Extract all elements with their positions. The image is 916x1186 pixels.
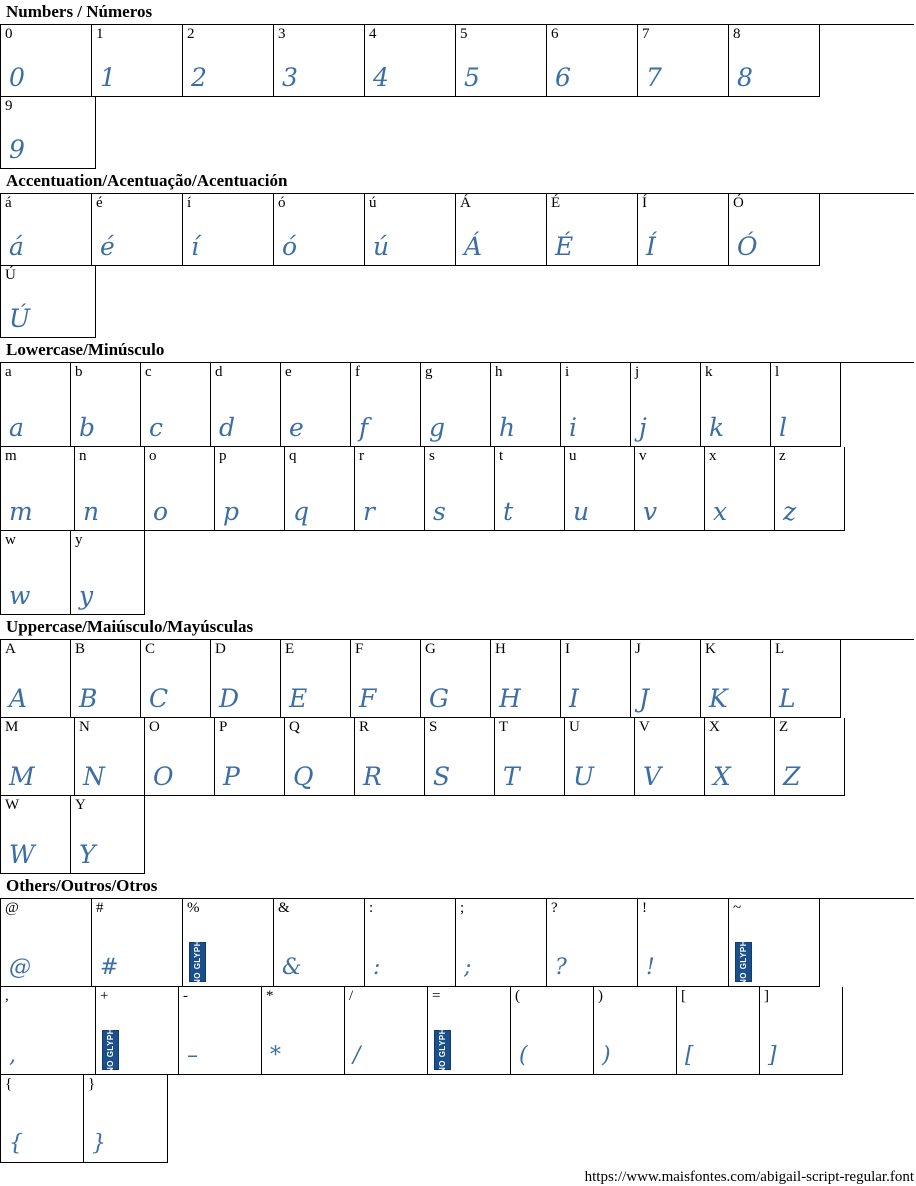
glyph-preview: T (503, 762, 520, 791)
glyph-cell (262, 987, 345, 1075)
glyph-label: * (266, 988, 274, 1004)
glyph-label: r (359, 448, 364, 464)
glyph-preview: 1 (100, 63, 116, 92)
glyph-preview: S (433, 762, 451, 791)
glyph-label: l (775, 364, 780, 380)
glyph-cell (1, 25, 92, 97)
glyph-preview: J (639, 684, 650, 713)
glyph-preview: D (219, 684, 240, 713)
glyph-cell (547, 25, 638, 97)
glyph-preview: 4 (373, 63, 389, 92)
glyph-label: 2 (187, 26, 195, 42)
glyph-cell (635, 447, 705, 531)
glyph-cell (547, 194, 638, 266)
glyph-label: 7 (642, 26, 650, 42)
glyph-label: 5 (460, 26, 468, 42)
glyph-cell (425, 718, 495, 796)
glyph-preview: d (219, 413, 236, 442)
glyph-label: B (75, 641, 86, 657)
glyph-label: Z (779, 719, 789, 735)
glyph-label: D (215, 641, 226, 657)
glyph-label: o (149, 448, 157, 464)
no-glyph-badge (189, 939, 206, 985)
glyph-preview: i (569, 413, 577, 442)
glyph-cell (677, 987, 760, 1075)
glyph-label: c (145, 364, 152, 380)
glyph-label: 4 (369, 26, 377, 42)
glyph-preview: Y (79, 840, 96, 869)
glyph-label: F (355, 641, 364, 657)
glyph-label: 1 (96, 26, 104, 42)
glyph-label: O (149, 719, 160, 735)
glyph-preview: W (9, 840, 35, 869)
glyph-preview: w (9, 581, 31, 610)
glyph-cell (638, 194, 729, 266)
glyph-preview: í (191, 232, 199, 261)
glyph-preview: ) (602, 1043, 611, 1068)
glyph-cell (1, 97, 96, 169)
glyph-label: 3 (278, 26, 286, 42)
glyph-label: A (5, 641, 16, 657)
glyph-cell (1, 1075, 84, 1163)
glyph-cell (491, 640, 561, 718)
glyph-preview: k (709, 413, 725, 442)
glyph-grid-uppercase (0, 639, 914, 874)
glyph-label: ú (369, 195, 377, 211)
glyph-preview: Ó (737, 232, 758, 261)
glyph-cell (729, 899, 820, 987)
glyph-preview: 3 (282, 63, 298, 92)
glyph-cell (274, 899, 365, 987)
glyph-preview: L (779, 684, 796, 713)
glyph-cell (274, 194, 365, 266)
glyph-label: m (5, 448, 17, 464)
source-url[interactable]: https://www.maisfontes.com/abigail-script-regular.font (584, 1169, 914, 1185)
glyph-label: L (775, 641, 785, 657)
glyph-cell (701, 363, 771, 447)
glyph-label: h (495, 364, 503, 380)
glyph-cell (729, 194, 820, 266)
glyph-preview: ? (555, 955, 567, 980)
glyph-cell (635, 718, 705, 796)
glyph-label: 9 (5, 98, 13, 114)
glyph-cell (1, 194, 92, 266)
glyph-label: f (355, 364, 360, 380)
glyph-label: y (75, 532, 83, 548)
glyph-cell (141, 640, 211, 718)
glyph-preview: : (373, 955, 381, 980)
glyph-label: Ó (733, 195, 744, 211)
glyph-cell (281, 363, 351, 447)
glyph-cell (561, 363, 631, 447)
no-glyph-text: NO GLYPH (438, 1027, 448, 1073)
glyph-label: ( (515, 988, 520, 1004)
glyph-label: É (551, 195, 561, 211)
glyph-label: ? (551, 900, 558, 916)
glyph-cell (1, 796, 71, 874)
glyph-label: K (705, 641, 716, 657)
glyph-preview: o (153, 497, 169, 526)
no-glyph-text: NO GLYPH (739, 939, 749, 985)
glyph-label: j (635, 364, 640, 380)
glyph-preview: A (9, 684, 28, 713)
glyph-label: 6 (551, 26, 559, 42)
glyph-preview: R (363, 762, 382, 791)
glyph-label: n (79, 448, 87, 464)
glyph-preview: s (433, 497, 446, 526)
glyph-label: ) (598, 988, 603, 1004)
glyph-cell (425, 447, 495, 531)
glyph-preview: B (79, 684, 98, 713)
glyph-preview: Z (783, 762, 801, 791)
glyph-preview: g (429, 413, 446, 442)
glyph-preview: – (187, 1043, 198, 1068)
glyph-preview: C (149, 684, 169, 713)
glyph-cell (1, 447, 75, 531)
glyph-cell (75, 718, 145, 796)
glyph-cell (179, 987, 262, 1075)
glyph-preview: É (555, 232, 574, 261)
glyph-label: @ (5, 900, 19, 916)
glyph-preview: E (289, 684, 308, 713)
glyph-cell (145, 447, 215, 531)
section-title-accentuation: Accentuation/Acentuação/Acentuación (6, 171, 288, 190)
glyph-cell (183, 899, 274, 987)
glyph-cell (638, 899, 729, 987)
no-glyph-badge (102, 1027, 119, 1073)
glyph-label: - (183, 988, 188, 1004)
glyph-label: S (429, 719, 438, 735)
glyph-label: + (100, 988, 109, 1004)
glyph-label: Á (460, 195, 471, 211)
glyph-preview: 6 (555, 63, 571, 92)
glyph-cell (1, 987, 96, 1075)
glyph-preview: l (779, 413, 787, 442)
glyph-label: I (565, 641, 570, 657)
glyph-label: [ (681, 988, 686, 1004)
glyph-cell (495, 447, 565, 531)
glyph-preview: 8 (737, 63, 753, 92)
glyph-cell (355, 447, 425, 531)
glyph-preview: ( (519, 1043, 528, 1068)
glyph-preview: K (709, 684, 728, 713)
glyph-cell (351, 363, 421, 447)
glyph-cell (1, 531, 71, 615)
glyph-preview: c (149, 413, 164, 442)
glyph-label: 0 (5, 26, 13, 42)
glyph-label: Í (642, 195, 647, 211)
glyph-cell (511, 987, 594, 1075)
glyph-preview: , (9, 1043, 16, 1068)
glyph-preview: [ (685, 1043, 694, 1068)
glyph-label: T (499, 719, 509, 735)
glyph-preview: 0 (9, 63, 25, 92)
glyph-cell (775, 718, 845, 796)
glyph-cell (274, 25, 365, 97)
glyph-preview: ] (768, 1043, 777, 1068)
glyph-cell (729, 25, 820, 97)
glyph-cell (345, 987, 428, 1075)
glyph-cell (215, 447, 285, 531)
glyph-label: W (5, 797, 20, 813)
glyph-cell (183, 25, 274, 97)
glyph-preview: P (223, 762, 240, 791)
glyph-preview: / (353, 1043, 361, 1068)
glyph-preview: t (503, 497, 514, 526)
glyph-label: = (432, 988, 441, 1004)
glyph-preview: * (270, 1043, 281, 1068)
glyph-cell (565, 447, 635, 531)
glyph-label: } (88, 1076, 96, 1092)
glyph-label: ; (460, 900, 465, 916)
glyph-preview: V (643, 762, 662, 791)
glyph-cell (1, 640, 71, 718)
no-glyph-badge (434, 1027, 451, 1073)
glyph-cell (421, 640, 491, 718)
glyph-cell (456, 194, 547, 266)
glyph-label: & (278, 900, 290, 916)
glyph-label: { (5, 1076, 13, 1092)
glyph-cell (351, 640, 421, 718)
glyph-preview: p (223, 497, 240, 526)
glyph-label: x (709, 448, 717, 464)
glyph-cell (96, 987, 179, 1075)
glyph-preview: @ (9, 955, 31, 980)
glyph-cell (281, 640, 351, 718)
glyph-preview: 2 (191, 63, 207, 92)
glyph-label: e (285, 364, 292, 380)
glyph-label: Q (289, 719, 300, 735)
glyph-preview: 7 (646, 63, 662, 92)
glyph-preview: ; (464, 955, 472, 980)
glyph-label: Ú (5, 267, 16, 283)
glyph-cell (565, 718, 635, 796)
glyph-label: ] (764, 988, 769, 1004)
glyph-label: ~ (733, 900, 742, 916)
glyph-cell (71, 640, 141, 718)
glyph-label: R (359, 719, 370, 735)
glyph-cell (92, 899, 183, 987)
no-glyph-text: NO GLYPH (193, 939, 203, 985)
glyph-cell (365, 194, 456, 266)
section-title-uppercase: Uppercase/Maiúsculo/Mayúsculas (6, 617, 254, 636)
glyph-label: i (565, 364, 570, 380)
glyph-label: w (5, 532, 16, 548)
glyph-cell (705, 718, 775, 796)
glyph-label: G (425, 641, 436, 657)
glyph-preview: y (79, 581, 94, 610)
glyph-grid-numbers (0, 24, 914, 169)
glyph-grid-accentuation (0, 193, 914, 338)
glyph-label: z (779, 448, 786, 464)
no-glyph-badge (735, 939, 752, 985)
glyph-cell (456, 25, 547, 97)
glyph-label: N (79, 719, 90, 735)
glyph-cell (760, 987, 843, 1075)
glyph-cell (211, 363, 281, 447)
glyph-label: Y (75, 797, 86, 813)
glyph-cell (285, 718, 355, 796)
glyph-preview: q (293, 497, 310, 526)
glyph-label: p (219, 448, 227, 464)
glyph-cell (355, 718, 425, 796)
glyph-label: ó (278, 195, 286, 211)
glyph-label: v (639, 448, 647, 464)
glyph-preview: Í (646, 232, 656, 261)
glyph-preview: Ú (9, 304, 31, 333)
glyph-cell (145, 718, 215, 796)
glyph-preview: 9 (9, 135, 25, 164)
glyph-label: k (705, 364, 713, 380)
glyph-label: J (635, 641, 641, 657)
glyph-preview: 5 (464, 63, 480, 92)
glyph-label: 8 (733, 26, 741, 42)
glyph-label: P (219, 719, 228, 735)
glyph-preview: U (573, 762, 595, 791)
glyph-preview: ó (282, 232, 298, 261)
glyph-preview: é (100, 232, 115, 261)
glyph-cell (771, 363, 841, 447)
glyph-label: E (285, 641, 295, 657)
glyph-preview: n (83, 497, 100, 526)
glyph-cell (365, 25, 456, 97)
glyph-cell (365, 899, 456, 987)
glyph-preview: # (100, 955, 119, 980)
glyph-preview: Á (464, 232, 483, 261)
glyph-label: / (349, 988, 354, 1004)
glyph-cell (705, 447, 775, 531)
glyph-cell (211, 640, 281, 718)
glyph-preview: m (9, 497, 33, 526)
glyph-label: : (369, 900, 374, 916)
glyph-preview: H (499, 684, 521, 713)
glyph-preview: r (363, 497, 375, 526)
glyph-label: H (495, 641, 506, 657)
glyph-label: V (639, 719, 650, 735)
glyph-cell (631, 363, 701, 447)
glyph-cell (71, 796, 145, 874)
glyph-label: d (215, 364, 223, 380)
glyph-preview: G (429, 684, 449, 713)
glyph-cell (1, 718, 75, 796)
glyph-cell (428, 987, 511, 1075)
glyph-preview: } (92, 1131, 106, 1156)
glyph-cell (561, 640, 631, 718)
glyph-preview: h (499, 413, 516, 442)
glyph-cell (638, 25, 729, 97)
glyph-cell (92, 194, 183, 266)
glyph-preview: e (289, 413, 304, 442)
glyph-cell (84, 1075, 168, 1163)
glyph-preview: u (573, 497, 590, 526)
glyph-preview: j (639, 413, 647, 442)
glyph-preview: á (9, 232, 24, 261)
glyph-label: í (187, 195, 192, 211)
glyph-label: é (96, 195, 103, 211)
glyph-cell (421, 363, 491, 447)
section-title-others: Others/Outros/Otros (6, 876, 158, 895)
glyph-label: , (5, 988, 9, 1004)
glyph-preview: & (282, 955, 302, 980)
glyph-preview: ! (646, 955, 655, 980)
glyph-grid-lowercase (0, 362, 914, 615)
glyph-label: # (96, 900, 104, 916)
glyph-label: g (425, 364, 433, 380)
glyph-preview: O (153, 762, 174, 791)
glyph-label: a (5, 364, 12, 380)
glyph-label: s (429, 448, 435, 464)
glyph-grid-others (0, 898, 914, 1163)
glyph-cell (1, 363, 71, 447)
glyph-cell (75, 447, 145, 531)
section-title-numbers: Numbers / Números (6, 2, 153, 21)
glyph-cell (631, 640, 701, 718)
glyph-cell (71, 363, 141, 447)
glyph-label: b (75, 364, 83, 380)
glyph-cell (775, 447, 845, 531)
glyph-cell (456, 899, 547, 987)
glyph-cell (183, 194, 274, 266)
section-title-lowercase: Lowercase/Minúsculo (6, 340, 165, 359)
glyph-label: C (145, 641, 156, 657)
glyph-cell (141, 363, 211, 447)
glyph-preview: M (9, 762, 35, 791)
glyph-cell (547, 899, 638, 987)
glyph-cell (215, 718, 285, 796)
glyph-preview: ú (373, 232, 390, 261)
glyph-preview: x (713, 497, 728, 526)
glyph-preview: N (83, 762, 105, 791)
glyph-preview: { (9, 1131, 23, 1156)
glyph-cell (1, 899, 92, 987)
glyph-label: M (5, 719, 19, 735)
glyph-preview: a (9, 413, 24, 442)
glyph-preview: b (79, 413, 96, 442)
glyph-cell (701, 640, 771, 718)
glyph-cell (1, 266, 96, 338)
glyph-label: U (569, 719, 580, 735)
glyph-label: ! (642, 900, 647, 916)
glyph-cell (71, 531, 145, 615)
glyph-label: t (499, 448, 504, 464)
glyph-preview: I (569, 684, 579, 713)
glyph-cell (594, 987, 677, 1075)
glyph-cell (92, 25, 183, 97)
glyph-label: % (187, 900, 200, 916)
glyph-preview: z (783, 497, 797, 526)
glyph-preview: v (643, 497, 658, 526)
glyph-label: X (709, 719, 720, 735)
glyph-label: u (569, 448, 577, 464)
glyph-cell (771, 640, 841, 718)
glyph-cell (495, 718, 565, 796)
glyph-preview: X (713, 762, 731, 791)
glyph-preview: Q (293, 762, 314, 791)
glyph-label: á (5, 195, 12, 211)
glyph-preview: f (359, 413, 369, 442)
glyph-preview: F (359, 684, 377, 713)
glyph-cell (491, 363, 561, 447)
glyph-cell (285, 447, 355, 531)
no-glyph-text: NO GLYPH (106, 1027, 116, 1073)
glyph-label: q (289, 448, 297, 464)
